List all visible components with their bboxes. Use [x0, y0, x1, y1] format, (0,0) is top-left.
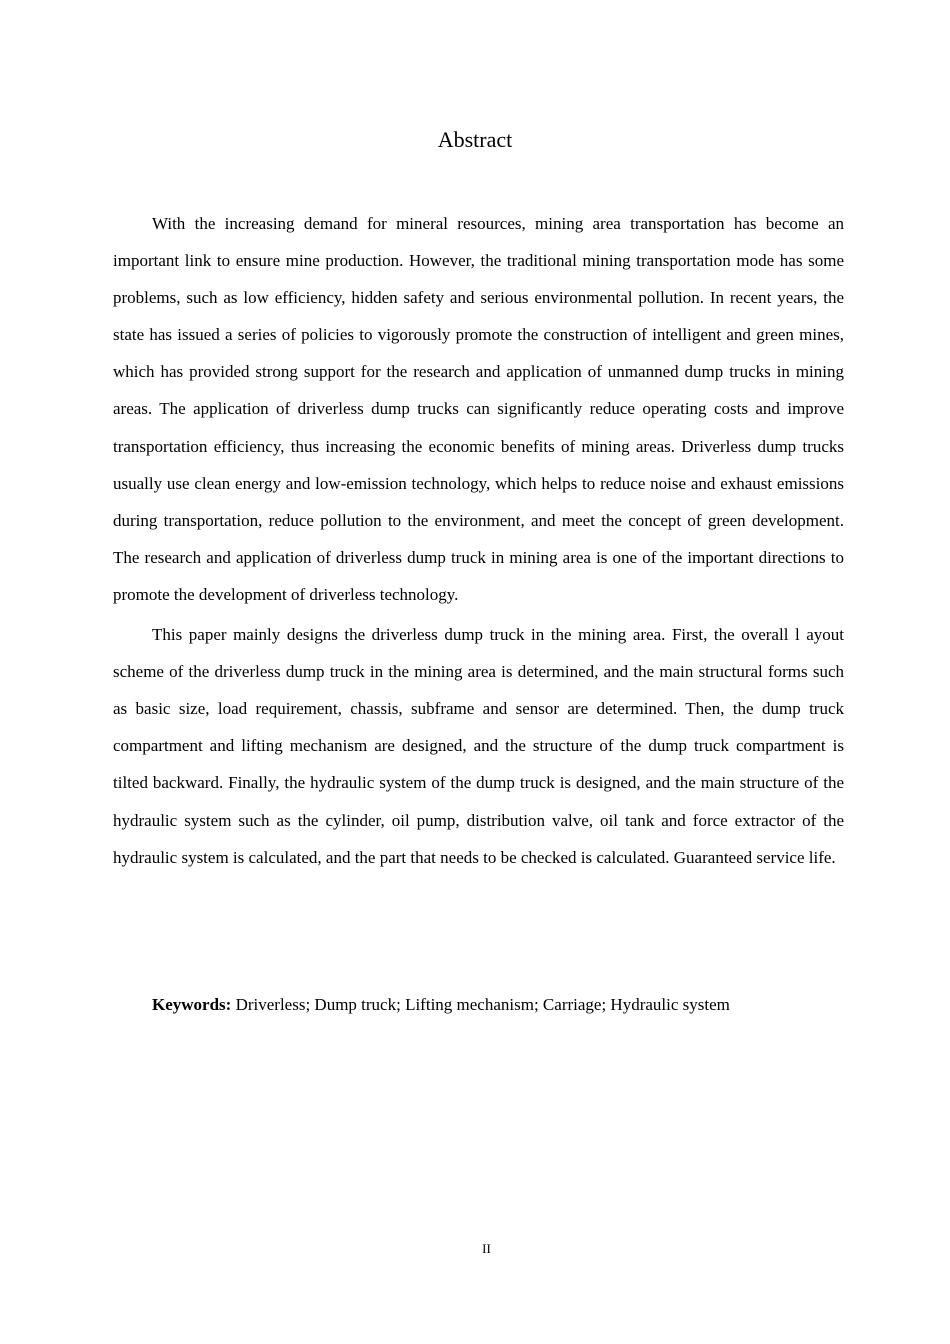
abstract-body [113, 205, 844, 879]
page-number: II [482, 1241, 491, 1256]
keywords-line [152, 986, 852, 1023]
abstract-paragraph-2: This paper mainly designs the driverless dump truck in the mining area. First, the overall l ayout scheme of the driverless dump truck in the mining area is determined, and the main structural forms such as basic size, load requirement, chassis, subframe and sensor are determined. Then, the dump truck compartment and lifting mechanism are designed, and the structure of the dump truck compartment is tilted backward. Finally, the hydraulic system of the dump truck is designed, and the main structure of the hydraulic system such as the cylinder, oil pump, distribution valve, oil tank and force extractor of the hydraulic system is calculated, and the part that needs to be checked is calculated. Guaranteed service life. [113, 625, 844, 867]
abstract-paragraph-1: With the increasing demand for mineral resources, mining area transportation has become an important link to ensure mine production. However, the traditional mining transportation mode has some problems, such as low efficiency, hidden safety and serious environmental pollution. In recent years, the state has issued a series of policies to vigorously promote the construction of intelligent and green mines, which has provided strong support for the research and application of unmanned dump trucks in mining areas. The application of driverless dump trucks can significantly reduce operating costs and improve transportation efficiency, thus increasing the economic benefits of mining areas. Driverless dump trucks usually use clean energy and low-emission technology, which helps to reduce noise and exhaust emissions during transportation, reduce pollution to the environment, and meet the concept of green development. The research and application of driverless dump truck in mining area is one of the important directions to promote the development of driverless technology. [113, 214, 844, 604]
keywords-label: Keywords: [152, 995, 232, 1014]
page-title: Abstract [437, 127, 513, 152]
keywords-list: Driverless; Dump truck; Lifting mechanism; Carriage; Hydraulic system [231, 995, 730, 1014]
